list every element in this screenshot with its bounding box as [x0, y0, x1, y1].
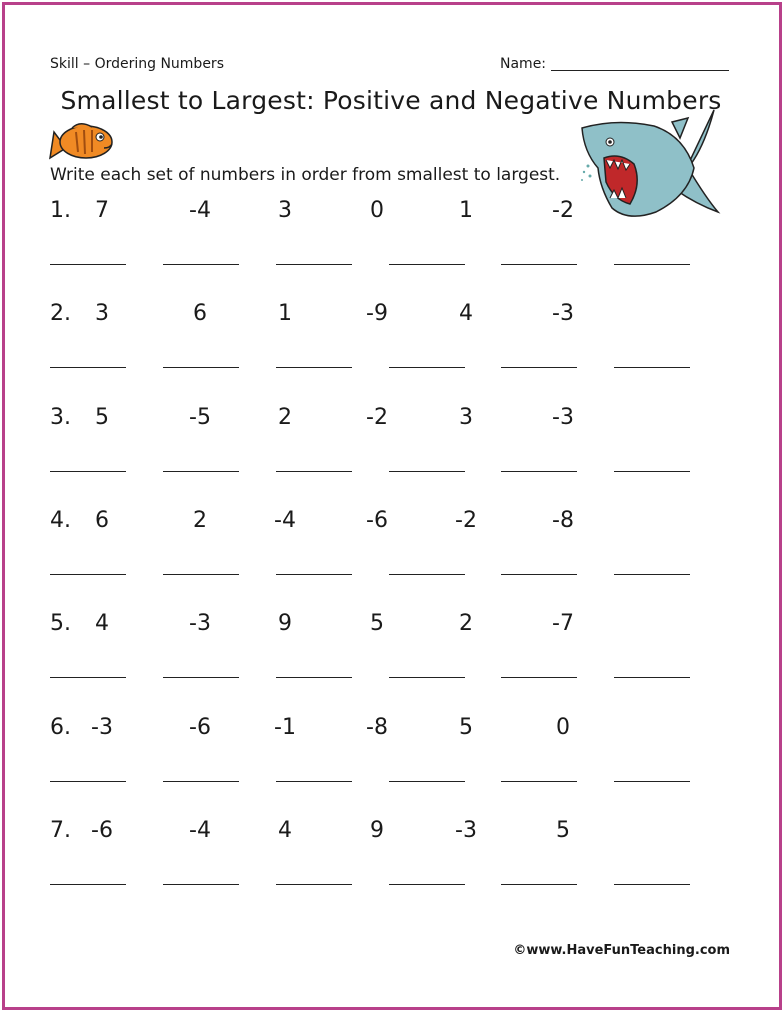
problem-value: -3 [455, 817, 477, 843]
answer-blank[interactable] [501, 574, 577, 575]
problem-value: 0 [556, 714, 570, 740]
problem-value: 2 [193, 507, 207, 533]
problem-value: 0 [370, 198, 384, 223]
problem-value: 4 [278, 817, 292, 843]
problem-value: -2 [455, 507, 477, 533]
problem-row [0, 198, 782, 298]
problem-value: 3 [278, 198, 292, 223]
answer-blank[interactable] [50, 367, 126, 368]
instructions: Write each set of numbers in order from smallest to largest. [50, 165, 561, 185]
problem-value: -6 [366, 507, 388, 533]
worksheet-title: Smallest to Largest: Positive and Negative Numbers [60, 86, 722, 115]
problem-row [0, 715, 782, 815]
problem-value: 5 [556, 817, 570, 843]
problem-value: -2 [552, 198, 574, 223]
problem-row [0, 301, 782, 401]
copyright-footer: ©www.HaveFunTeaching.com [513, 943, 730, 958]
problem-row [0, 508, 782, 608]
answer-blank[interactable] [276, 677, 352, 678]
answer-blank[interactable] [614, 884, 690, 885]
skill-label: Skill – Ordering Numbers [50, 56, 224, 72]
name-label: Name: [500, 56, 547, 72]
problem-value: 1 [278, 301, 292, 327]
problem-value: 6 [95, 507, 109, 533]
answer-blank[interactable] [50, 677, 126, 678]
answer-blank[interactable] [276, 781, 352, 782]
problem-value: 2 [278, 404, 292, 430]
problem-value: 2 [459, 611, 473, 637]
answer-blank[interactable] [389, 781, 465, 782]
problem-value: -8 [552, 507, 574, 533]
problem-value: -1 [274, 714, 296, 740]
problem-value: 6 [193, 301, 207, 327]
answer-blank[interactable] [163, 781, 239, 782]
problem-value: -7 [552, 611, 574, 637]
problem-value: 9 [370, 817, 384, 843]
answer-blank[interactable] [389, 264, 465, 265]
answer-blank[interactable] [50, 471, 126, 472]
problem-value: 4 [95, 611, 109, 637]
answer-blank[interactable] [163, 264, 239, 265]
problem-row [0, 405, 782, 505]
answer-blank[interactable] [163, 471, 239, 472]
problem-value: -3 [91, 714, 113, 740]
problem-value: -4 [189, 198, 211, 223]
problem-value: 5 [95, 404, 109, 430]
problem-value: -8 [366, 714, 388, 740]
problem-value: 5 [370, 611, 384, 637]
answer-blank[interactable] [389, 471, 465, 472]
problem-row [0, 611, 782, 711]
answer-blank[interactable] [163, 884, 239, 885]
problem-value: 1 [459, 198, 473, 223]
problem-value: -4 [274, 507, 296, 533]
answer-blank[interactable] [163, 367, 239, 368]
problem-number: 4. [50, 507, 71, 533]
answer-blank[interactable] [501, 884, 577, 885]
answer-blank[interactable] [614, 574, 690, 575]
answer-blank[interactable] [163, 677, 239, 678]
problem-number: 3. [50, 404, 71, 430]
answer-blank[interactable] [614, 471, 690, 472]
problem-value: -3 [189, 611, 211, 637]
answer-blank[interactable] [50, 264, 126, 265]
fish-illustration [48, 118, 118, 166]
problem-value: -3 [552, 404, 574, 430]
answer-blank[interactable] [614, 264, 690, 265]
answer-blank[interactable] [389, 677, 465, 678]
answer-blank[interactable] [50, 884, 126, 885]
answer-blank[interactable] [614, 367, 690, 368]
problem-value: -3 [552, 301, 574, 327]
problem-number: 6. [50, 714, 71, 740]
answer-blank[interactable] [614, 677, 690, 678]
problem-row [0, 818, 782, 918]
answer-blank[interactable] [389, 574, 465, 575]
answer-blank[interactable] [276, 367, 352, 368]
answer-blank[interactable] [276, 471, 352, 472]
problem-value: -9 [366, 301, 388, 327]
problem-value: -6 [91, 817, 113, 843]
answer-blank[interactable] [501, 264, 577, 265]
problem-number: 1. [50, 198, 71, 223]
problem-value: 5 [459, 714, 473, 740]
answer-blank[interactable] [276, 574, 352, 575]
answer-blank[interactable] [276, 264, 352, 265]
answer-blank[interactable] [389, 367, 465, 368]
problem-number: 5. [50, 611, 71, 637]
problem-value: 9 [278, 611, 292, 637]
problem-value: -4 [189, 817, 211, 843]
problem-value: 3 [459, 404, 473, 430]
problem-number: 2. [50, 301, 71, 327]
answer-blank[interactable] [614, 781, 690, 782]
problem-value: 3 [95, 301, 109, 327]
problem-number: 7. [50, 817, 71, 843]
answer-blank[interactable] [501, 781, 577, 782]
answer-blank[interactable] [276, 884, 352, 885]
answer-blank[interactable] [50, 574, 126, 575]
answer-blank[interactable] [501, 367, 577, 368]
answer-blank[interactable] [501, 677, 577, 678]
problem-value: 4 [459, 301, 473, 327]
problem-value: -5 [189, 404, 211, 430]
problem-value: 7 [95, 198, 109, 223]
problem-value: -2 [366, 404, 388, 430]
problem-value: -6 [189, 714, 211, 740]
answer-blank[interactable] [50, 781, 126, 782]
answer-blank[interactable] [389, 884, 465, 885]
answer-blank[interactable] [163, 574, 239, 575]
name-field[interactable] [551, 70, 729, 71]
answer-blank[interactable] [501, 471, 577, 472]
